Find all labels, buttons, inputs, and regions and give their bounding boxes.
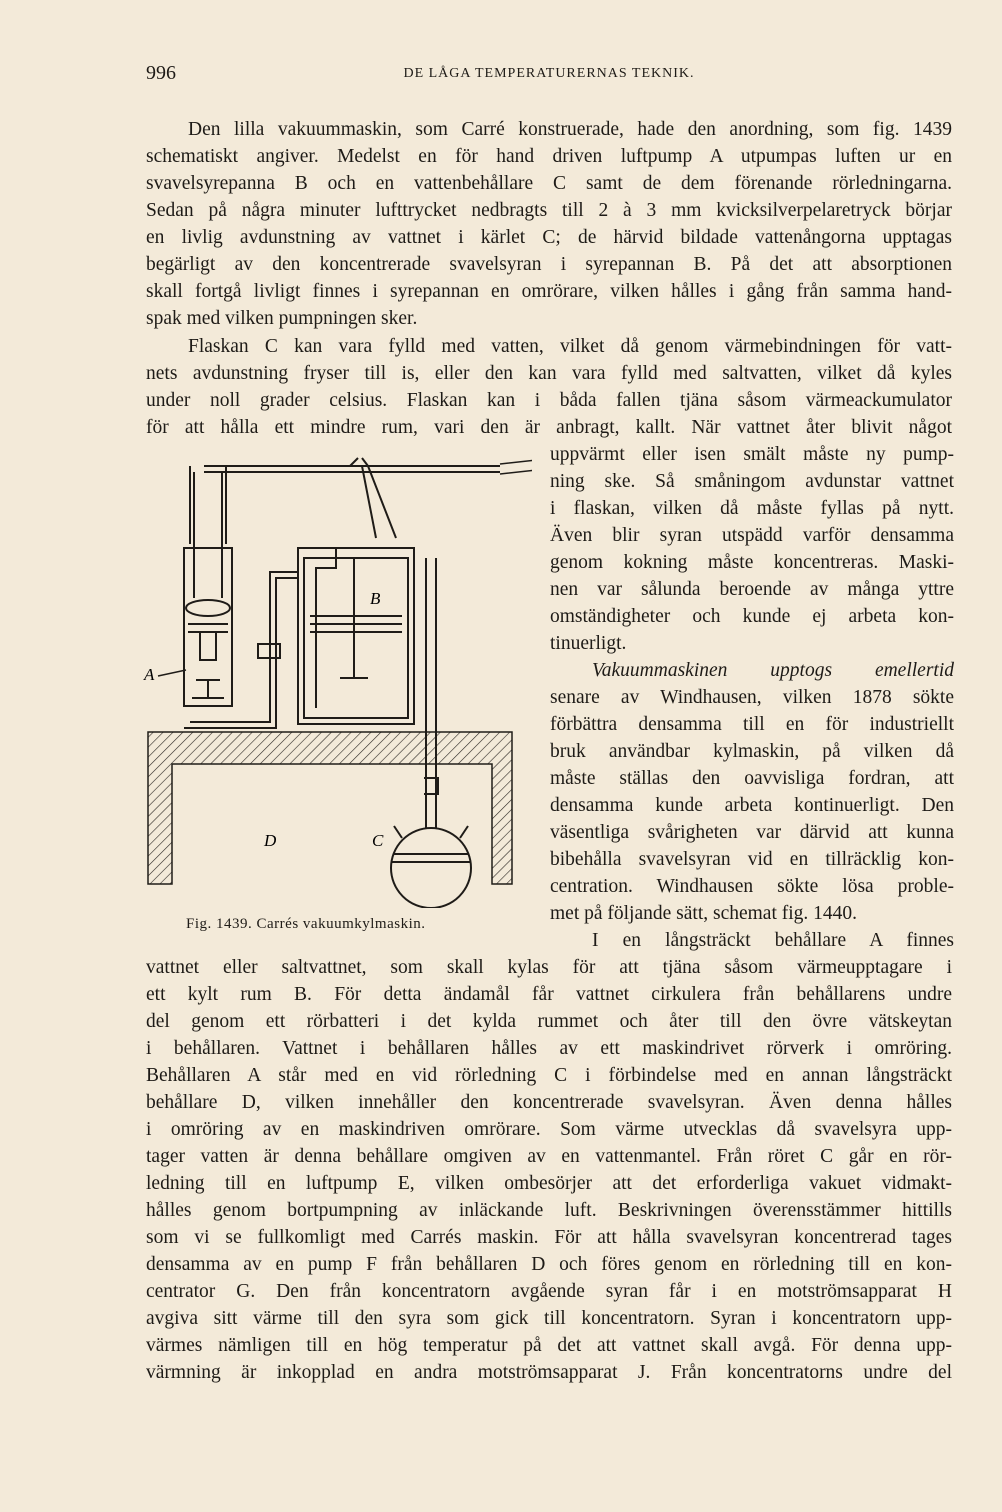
page-number: 996: [146, 62, 176, 84]
text-line: ett kylt rum B. För detta ändamål får vattnet cirkulera från behållarens undre: [146, 984, 952, 1005]
vessel-b: [304, 558, 408, 718]
text-line: en livlig avdunstning av vattnet i kärlet C; de härvid bildade vattenångorna upptagas: [146, 227, 952, 248]
text-line: del genom ett rörbatteri i det kylda rummet och åter till den övre vätskeytan: [146, 1011, 952, 1032]
text-line: centrator G. Den från koncentratorn avgående syran får i en motströmsapparat H: [146, 1281, 952, 1302]
text-line: Även blir syran utspädd varför densamma: [550, 525, 954, 546]
text-line: I en långsträckt behållare A finnes: [592, 930, 954, 951]
running-header: [146, 62, 952, 88]
text-line: Behållaren A står med en vid rörledning C i förbindelse med en annan långsträckt: [146, 1065, 952, 1086]
flask-c-liquid: [392, 854, 470, 862]
figure-caption: Fig. 1439. Carrés vakuumkylmaskin.: [186, 916, 426, 932]
text-line: densamma av en pump F från behållaren D och föres genom en rörledning till en kon-: [146, 1254, 952, 1275]
flask-c: [391, 828, 471, 908]
text-line: uppvärmt eller isen smält måste ny pump-: [550, 444, 954, 465]
text-line: under noll grader celsius. Flaskan kan i båda fallen tjäna såsom värmeackumulator: [146, 390, 952, 411]
figure-1439: [140, 448, 532, 908]
text-line: Vakuummaskinen upptogs emellertid: [592, 660, 954, 681]
text-line: svavelsyrepanna B och en vattenbehållare C samt de dem förenande rörledningarna.: [146, 173, 952, 194]
text-line: måste ställas den oavvisliga fordran, att: [550, 768, 954, 789]
text-line: för att hålla ett mindre rum, vari den är anbragt, kallt. När vattnet åter blivit något: [146, 417, 952, 438]
text-line: behållare D, vilken innehåller den koncentrerade svavelsyran. Även denna hålles: [146, 1092, 952, 1113]
text-line: genom kokning måste koncentreras. Maski-: [550, 552, 954, 573]
label-d: D: [264, 831, 277, 850]
text-line: som vi se fullkomligt med Carrés maskin. För att hålla svavelsyran koncentrerad tages: [146, 1227, 952, 1248]
text-line: ning ske. Så småningom avdunstar vattnet: [550, 471, 954, 492]
text-line: bruk användbar kylmaskin, på vilken då: [550, 741, 954, 762]
text-line: värmning är inkopplad en andra motströmsapparat J. Från koncentratorns undre del: [146, 1362, 952, 1383]
text-line: Sedan på några minuter lufttrycket nedbragts till 2 à 3 mm kvicksilverpelaretryck börjar: [146, 200, 952, 221]
text-line: schematiskt angiver. Medelst en för hand driven luftpump A utpumpas luften ur en: [146, 146, 952, 167]
running-title: DE LÅGA TEMPERATURERNAS TEKNIK.: [403, 66, 695, 81]
text-line: senare av Windhausen, vilken 1878 sökte: [550, 687, 954, 708]
text-line: tinuerligt.: [550, 633, 627, 654]
text-line: centration. Windhausen sökte lösa proble-: [550, 876, 954, 897]
text-line: nen var sålunda beroende av många yttre: [550, 579, 954, 600]
text-line: vattnet eller saltvattnet, som skall kylas för att tjäna såsom värmeupptagare i: [146, 957, 952, 978]
text-line: i flaskan, vilken då måste fyllas på nytt.: [550, 498, 954, 519]
text-line: nets avdunstning fryser till is, eller den kan vara fylld med saltvatten, vilket då kyles: [146, 363, 952, 384]
vessel-b-liquid: [310, 616, 402, 632]
text-line: begärligt av den koncentrerade svavelsyran i syrepannan B. På det att absorptionen: [146, 254, 952, 275]
text-line: Flaskan C kan vara fylld med vatten, vilket då genom värmebindningen för vatt-: [188, 336, 952, 357]
label-a: A: [144, 665, 155, 684]
text-line: avgiva sitt värme till den syra som gick till koncentratorn. Syran i koncentratorn upp-: [146, 1308, 952, 1329]
text-line: värmes nämligen till en hög temperatur på det att vattnet skall avgå. För denna upp-: [146, 1335, 952, 1356]
text-line: hålles genom bortpumpning av inläckande luft. Beskrivningen överensstämmer hittills: [146, 1200, 952, 1221]
text-line: i omröring av en maskindriven omrörare. Som värme utvecklas då svavelsyra upp-: [146, 1119, 952, 1140]
label-b: B: [370, 589, 381, 608]
text-line: i behållaren. Vattnet i behållaren hålles av ett maskindrivet rörverk i omröring.: [146, 1038, 952, 1059]
text-line: förbättra densamma till en för industriellt: [550, 714, 954, 735]
text-line: densamma kunde arbeta kontinuerligt. Den: [550, 795, 954, 816]
text-line: ledning till en luftpump E, vilken ombesörjer att det erforderliga vakuet vidmakt-: [146, 1173, 952, 1194]
text-line: bibehålla svavelsyran vid en tillräcklig kon-: [550, 849, 954, 870]
text-line: spak med vilken pumpningen sker.: [146, 308, 418, 329]
label-c: C: [372, 831, 384, 850]
text-line: omständigheter och kunde ej arbeta kon-: [550, 606, 954, 627]
text-line: met på följande sätt, schemat fig. 1440.: [550, 903, 858, 924]
figure-drawing: [140, 448, 532, 908]
pipe-nozzle: [500, 460, 532, 474]
text-line: tager vatten är denna behållare omgiven av en vattenmantel. Från röret C går en rör-: [146, 1146, 952, 1167]
text-line: skall fortgå livligt finnes i syrepannan en omrörare, vilken hålles i gång från samma hand-: [146, 281, 952, 302]
text-line: Den lilla vakuummaskin, som Carré konstruerade, hade den anordning, som fig. 1439: [188, 119, 952, 140]
text-line: väsentliga svårigheten var därvid att kunna: [550, 822, 954, 843]
